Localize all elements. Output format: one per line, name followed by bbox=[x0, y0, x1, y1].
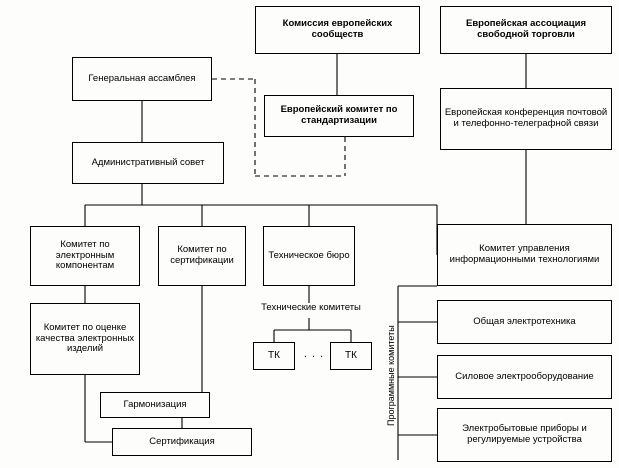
node-general-assembly[interactable]: Генеральная ассамблея bbox=[72, 57, 212, 101]
node-tk-first[interactable]: ТК bbox=[253, 342, 295, 370]
node-cen[interactable]: Европейский комитет по стандартизации bbox=[264, 95, 414, 137]
node-cept[interactable]: Европейская конференция почтовой и телефонно-телеграфной связи bbox=[440, 88, 612, 150]
label-program-committees: Программные комитеты bbox=[386, 325, 396, 427]
node-tk-last[interactable]: ТК bbox=[330, 342, 372, 370]
node-efta[interactable]: Европейская ассоциация свободной торговли bbox=[440, 6, 612, 54]
node-quality-assessment-committee[interactable]: Комитет по оценке качества электронных изделий bbox=[30, 303, 140, 375]
node-certification-committee[interactable]: Комитет по сертификации bbox=[158, 226, 246, 286]
node-commission[interactable]: Комиссия европейских сообществ bbox=[255, 6, 420, 54]
node-administrative-council[interactable]: Административный совет bbox=[72, 142, 224, 184]
node-harmonization[interactable]: Гармонизация bbox=[100, 392, 210, 418]
node-household-appliances[interactable]: Электробытовые приборы и регулируемые устройства bbox=[437, 408, 612, 462]
label-technical-committees: Технические комитеты bbox=[261, 302, 361, 313]
label-ellipsis: . . . bbox=[303, 348, 325, 360]
node-general-electrical-engineering[interactable]: Общая электротехника bbox=[437, 300, 612, 344]
node-certification[interactable]: Сертификация bbox=[112, 428, 252, 456]
node-technical-bureau[interactable]: Техническое бюро bbox=[263, 226, 355, 286]
node-electronic-components-committee[interactable]: Комитет по электронным компонентам bbox=[30, 226, 140, 286]
node-power-equipment[interactable]: Силовое электрооборудование bbox=[437, 355, 612, 399]
node-it-management-committee[interactable]: Комитет управления информационными технологиями bbox=[437, 224, 612, 286]
